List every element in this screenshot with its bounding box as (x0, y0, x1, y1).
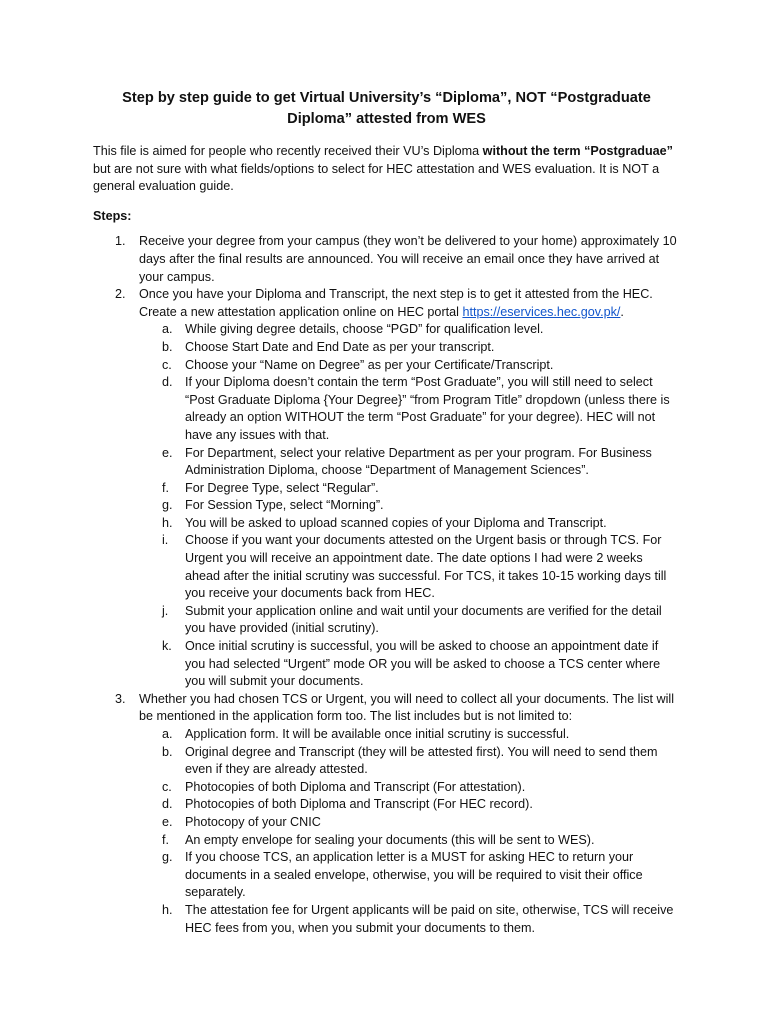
substep-text: Original degree and Transcript (they will be attested first). You will need to send them even if they are already attested. (185, 744, 658, 777)
substep-item (139, 603, 680, 638)
substep-letter: c. (162, 779, 172, 794)
document-title (93, 88, 680, 130)
substep-text: If your Diploma doesn’t contain the term “Post Graduate”, you will still need to select “Post Graduate Diploma {Your Degree}” “from Program Title” dropdown (unless there is already an option WITHOUT the term “Post Graduate” for your degree). HEC will not have any issues with that. (185, 375, 670, 442)
substep-letter: d. (162, 797, 173, 812)
title-line-1: Step by step guide to get Virtual University’s “Diploma”, NOT “Postgraduate (122, 90, 651, 106)
substep-letter: g. (162, 850, 173, 865)
step-item (93, 286, 680, 691)
substep-text: Photocopy of your CNIC (185, 814, 321, 829)
substep-item (139, 339, 680, 357)
substep-item (139, 374, 680, 444)
substep-letter: h. (162, 902, 173, 917)
substep-letter: a. (162, 322, 173, 337)
substep-item (139, 744, 680, 779)
step-number: 3. (115, 691, 126, 706)
substep-text: Submit your application online and wait until your documents are verified for the detail you have provided (initial scrutiny). (185, 603, 662, 636)
step-item (93, 233, 680, 286)
intro-paragraph (93, 143, 680, 196)
substep-item (139, 902, 680, 937)
substep-letter: j. (162, 603, 169, 618)
substeps-list (139, 726, 680, 937)
intro-text-1: This file is aimed for people who recently received their VU’s Diploma (93, 144, 483, 158)
substep-letter: e. (162, 814, 173, 829)
step-item (93, 691, 680, 937)
substep-letter: g. (162, 498, 173, 513)
substep-letter: b. (162, 744, 173, 759)
substep-text: Application form. It will be available once initial scrutiny is successful. (185, 727, 570, 741)
step-number: 2. (115, 287, 126, 302)
substep-item (139, 779, 680, 797)
steps-heading: Steps: (93, 208, 132, 223)
step-text-end: . (620, 304, 624, 319)
substep-letter: i. (162, 533, 169, 548)
substep-letter: b. (162, 339, 173, 354)
substep-item (139, 532, 680, 602)
substep-text: Photocopies of both Diploma and Transcript (For attestation). (185, 779, 526, 794)
step-text: Once you have your Diploma and Transcript, the next step is to get it attested from the HEC. Create a new attestation application online on HEC portal (139, 287, 653, 319)
substep-item (139, 480, 680, 498)
substep-text: While giving degree details, choose “PGD” for qualification level. (185, 322, 544, 337)
substep-text: For Department, select your relative Department as per your program. For Business Administration Diploma, choose “Department of Management Sciences”. (185, 445, 652, 478)
substep-text: Photocopies of both Diploma and Transcript (For HEC record). (185, 797, 533, 812)
title-line-2: Diploma” attested from WES (287, 111, 486, 127)
substep-item (139, 445, 680, 480)
substep-text: Choose Start Date and End Date as per your transcript. (185, 339, 495, 354)
substep-item (139, 814, 680, 832)
substep-letter: c. (162, 357, 172, 372)
substep-text: Choose if you want your documents attested on the Urgent basis or through TCS. For Urgent you will receive an appointment date. The date options I had were 2 weeks ahead after the initial scrutiny was successful. For TCS, it takes 10-15 working days till you receive your documents back from HEC. (185, 533, 667, 601)
substep-text: For Degree Type, select “Regular”. (185, 480, 379, 495)
intro-text-2: but are not sure with what fields/options to select for HEC attestation and WES evaluation. It is NOT a general evaluation guide. (93, 161, 660, 194)
substep-item (139, 726, 680, 744)
step-number: 1. (115, 234, 126, 249)
substep-text: You will be asked to upload scanned copies of your Diploma and Transcript. (185, 515, 607, 530)
step-text: Receive your degree from your campus (they won’t be delivered to your home) approximately 10 days after the final results are announced. You will receive an email once they have arrived at your campus. (139, 234, 677, 284)
substep-item (139, 321, 680, 339)
substep-text: Once initial scrutiny is successful, you will be asked to choose an appointment date if you had selected “Urgent” mode OR you will be asked to choose a TCS center where you will submit your documents. (185, 639, 661, 689)
substeps-list (139, 321, 680, 690)
substep-text: If you choose TCS, an application letter is a MUST for asking HEC to return your documents in a sealed envelope, otherwise, you will be required to visit their office separately. (185, 850, 643, 900)
substep-item (139, 515, 680, 533)
substep-letter: h. (162, 515, 173, 530)
substep-item (139, 796, 680, 814)
substep-item (139, 638, 680, 691)
substep-text: Choose your “Name on Degree” as per your Certificate/Transcript. (185, 357, 554, 372)
intro-bold-text: without the term “Postgraduae” (482, 144, 673, 158)
step-text: Whether you had chosen TCS or Urgent, you will need to collect all your documents. The list will be mentioned in the application form too. The list includes but is not limited to: (139, 691, 675, 724)
substep-letter: f. (162, 480, 169, 495)
substep-letter: k. (162, 639, 172, 654)
substep-letter: e. (162, 445, 173, 460)
substep-text: The attestation fee for Urgent applicants will be paid on site, otherwise, TCS will receive HEC fees from you, when you submit your documents to them. (185, 902, 674, 935)
substep-item (139, 357, 680, 375)
substep-item (139, 849, 680, 902)
substep-text: An empty envelope for sealing your documents (this will be sent to WES). (185, 832, 595, 847)
substep-item (139, 832, 680, 850)
substep-letter: a. (162, 727, 173, 741)
substep-letter: f. (162, 832, 169, 847)
steps-list (93, 233, 680, 937)
substep-text: For Session Type, select “Morning”. (185, 498, 384, 513)
substep-item (139, 497, 680, 515)
substep-letter: d. (162, 375, 173, 390)
hec-portal-link[interactable]: https://eservices.hec.gov.pk/ (462, 304, 621, 319)
